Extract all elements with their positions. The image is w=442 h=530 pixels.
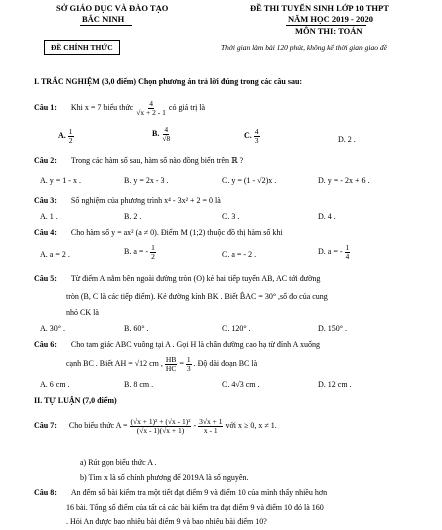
- frac-num: HB: [165, 355, 177, 364]
- q2-label: Câu 2:: [34, 156, 57, 165]
- q4-option-b[interactable]: [124, 244, 156, 261]
- frac-num: 1: [345, 243, 350, 252]
- q7-label: Câu 7:: [34, 421, 57, 431]
- q6-line2: [66, 356, 257, 373]
- q5-label: Câu 5:: [34, 274, 57, 283]
- q8-text: An đếm số bài kiểm tra một tiết đạt điểm 9 và điểm 10 của mình thấy nhiều hơn: [70, 488, 328, 497]
- q5-option-b[interactable]: B. 60° .: [124, 324, 149, 333]
- q4: [34, 228, 283, 238]
- q3-option-d[interactable]: D. 4 .: [318, 212, 336, 221]
- frac-num: 1: [151, 243, 155, 252]
- q5-line3: nhỏ CK là: [66, 308, 99, 317]
- q8-line1: [34, 488, 327, 498]
- q6-text-b: . Độ dài đoạn BC là: [193, 359, 258, 369]
- official-badge: ĐỀ CHÍNH THỨC: [44, 40, 120, 55]
- q6-line1: [34, 340, 320, 350]
- frac-num: 1: [68, 127, 73, 136]
- frac-num: 1: [186, 355, 191, 364]
- q3: [34, 196, 221, 206]
- exam-title: ĐỀ THI TUYỂN SINH LỚP 10 THPT: [250, 3, 389, 13]
- q3-option-c[interactable]: C. 3 .: [222, 212, 240, 221]
- part1-title: I. TRẮC NGHIỆM (3,0 điểm) Chọn phương án trả lời đúng trong các câu sau:: [34, 77, 303, 86]
- q8-line3: . Hỏi An được bao nhiêu bài điểm 9 và bao nhiêu bài điểm 10?: [66, 517, 267, 526]
- q3-option-b[interactable]: B. 2 .: [124, 212, 142, 221]
- q7: [34, 418, 277, 435]
- option-text: D. a = -: [318, 247, 343, 257]
- q2-option-b[interactable]: B. y = 2x - 3 .: [124, 176, 169, 185]
- q1-option-a[interactable]: [58, 128, 74, 145]
- issuer-line-2: BẮC NINH: [82, 14, 125, 24]
- q4-label: Câu 4:: [34, 228, 57, 237]
- q1-frac-num: 4: [149, 99, 153, 108]
- q6-option-a[interactable]: A. 6 cm .: [40, 380, 70, 389]
- q4-option-d[interactable]: [318, 244, 350, 261]
- q4-option-c[interactable]: C. a = - 2 .: [222, 250, 257, 259]
- q6-label: Câu 6:: [34, 340, 57, 349]
- q1-text-b: có giá trị là: [168, 103, 206, 113]
- subject: MÔN THI: TOÁN: [295, 26, 363, 36]
- q1-option-b[interactable]: [152, 126, 171, 143]
- frac-den: √8: [162, 133, 171, 143]
- q7-part-b: b) Tìm x là số chính phương để 2019A là số nguyên.: [80, 473, 249, 482]
- q7-numerator: (√x + 1)² + (√x - 1)²: [130, 417, 191, 426]
- time-note: Thời gian làm bài 120 phút, không kể thời gian giao đề: [221, 43, 387, 52]
- option-text: B. a = -: [124, 247, 149, 257]
- q3-option-a[interactable]: A. 1 .: [40, 212, 58, 221]
- q1-option-d[interactable]: D. 2 .: [338, 135, 356, 144]
- q7-denominator: (√x - 1)(√x + 1): [136, 425, 185, 435]
- q7-text-a: Cho biểu thức A =: [68, 421, 128, 431]
- operator: -: [193, 421, 197, 431]
- option-letter: B.: [152, 129, 160, 139]
- q5-option-d[interactable]: D. 150° .: [318, 324, 347, 333]
- q3-label: Câu 3:: [34, 196, 57, 205]
- q6-option-b[interactable]: B. 8 cm .: [124, 380, 154, 389]
- issuer-line-1: SỞ GIÁO DỤC VÀ ĐÀO TẠO: [56, 3, 169, 13]
- q6-option-c[interactable]: C. 4√3 cm .: [222, 380, 260, 389]
- q1-text-a: Khi x = 7 biểu thức: [70, 103, 134, 113]
- q1-fraction: [135, 100, 167, 117]
- q7-part-a: a) Rút gọn biểu thức A .: [80, 458, 157, 467]
- q4-text: Cho hàm số y = ax² (a ≠ 0). Điểm M (1;2) thuộc đồ thị hàm số khi: [70, 228, 283, 237]
- q2: [34, 156, 243, 166]
- frac-num: 4: [164, 125, 169, 134]
- frac-den: 3: [254, 135, 259, 145]
- q1: [34, 100, 205, 117]
- q1-label: Câu 1:: [34, 103, 57, 113]
- q8-line2: 16 bài. Tổng số điểm của tất cả các bài kiểm tra đạt điểm 9 và điểm 10 đó là 160: [66, 503, 324, 512]
- q3-text: Số nghiệm của phương trình x⁴ - 3x² + 2 = 0 là: [70, 196, 221, 205]
- q8-label: Câu 8:: [34, 488, 57, 497]
- frac-num: 4: [254, 127, 259, 136]
- q2-option-a[interactable]: A. y = 1 - x .: [40, 176, 81, 185]
- q6-text: Cho tam giác ABC vuông tại A . Gọi H là chân đường cao hạ từ đỉnh A xuống: [70, 340, 320, 349]
- q5-line2: tròn (B, C là các tiếp điểm). Kẻ đường kính BK . Biết B̂AC = 30° ,số đo của cung: [66, 292, 328, 301]
- header-rule-left: [80, 25, 132, 26]
- option-letter: A.: [58, 131, 66, 141]
- school-year: NĂM HỌC 2019 - 2020: [288, 14, 373, 24]
- q7-text-b: với x ≥ 0, x ≠ 1.: [225, 421, 277, 431]
- option-letter: C.: [244, 131, 252, 141]
- q7-numerator-2: 3√x + 1: [199, 417, 223, 426]
- q1-frac-den: √x + 2 - 1: [136, 107, 166, 117]
- q5-option-a[interactable]: A. 30° .: [40, 324, 65, 333]
- q7-denominator-2: x - 1: [203, 425, 218, 435]
- q5-line1: [34, 274, 320, 284]
- frac-den: 4: [345, 251, 350, 261]
- part2-title: II. TỰ LUẬN (7,0 điểm): [34, 396, 117, 405]
- frac-den: 3: [186, 363, 191, 373]
- q2-option-d[interactable]: D. y = - 2x + 6 .: [318, 176, 370, 185]
- q5-text: Từ điểm A nằm bên ngoài đường tròn (O) kẻ hai tiếp tuyến AB, AC tới đường: [70, 274, 321, 283]
- frac-den: 2: [151, 251, 155, 261]
- q4-option-a[interactable]: A. a = 2 .: [40, 250, 70, 259]
- frac-den: HC: [165, 363, 177, 373]
- q2-text: Trong các hàm số sau, hàm số nào đồng biến trên ℝ ?: [70, 156, 244, 165]
- q6-text-a: cạnh BC . Biết AH = √12 cm ,: [66, 359, 163, 369]
- q6-option-d[interactable]: D. 12 cm .: [318, 380, 352, 389]
- q2-option-c[interactable]: C. y = (1 - √2)x .: [222, 176, 277, 185]
- q1-option-c[interactable]: [244, 128, 260, 145]
- frac-den: 2: [68, 135, 73, 145]
- equals-sign: =: [179, 359, 184, 369]
- q5-option-c[interactable]: C. 120° .: [222, 324, 251, 333]
